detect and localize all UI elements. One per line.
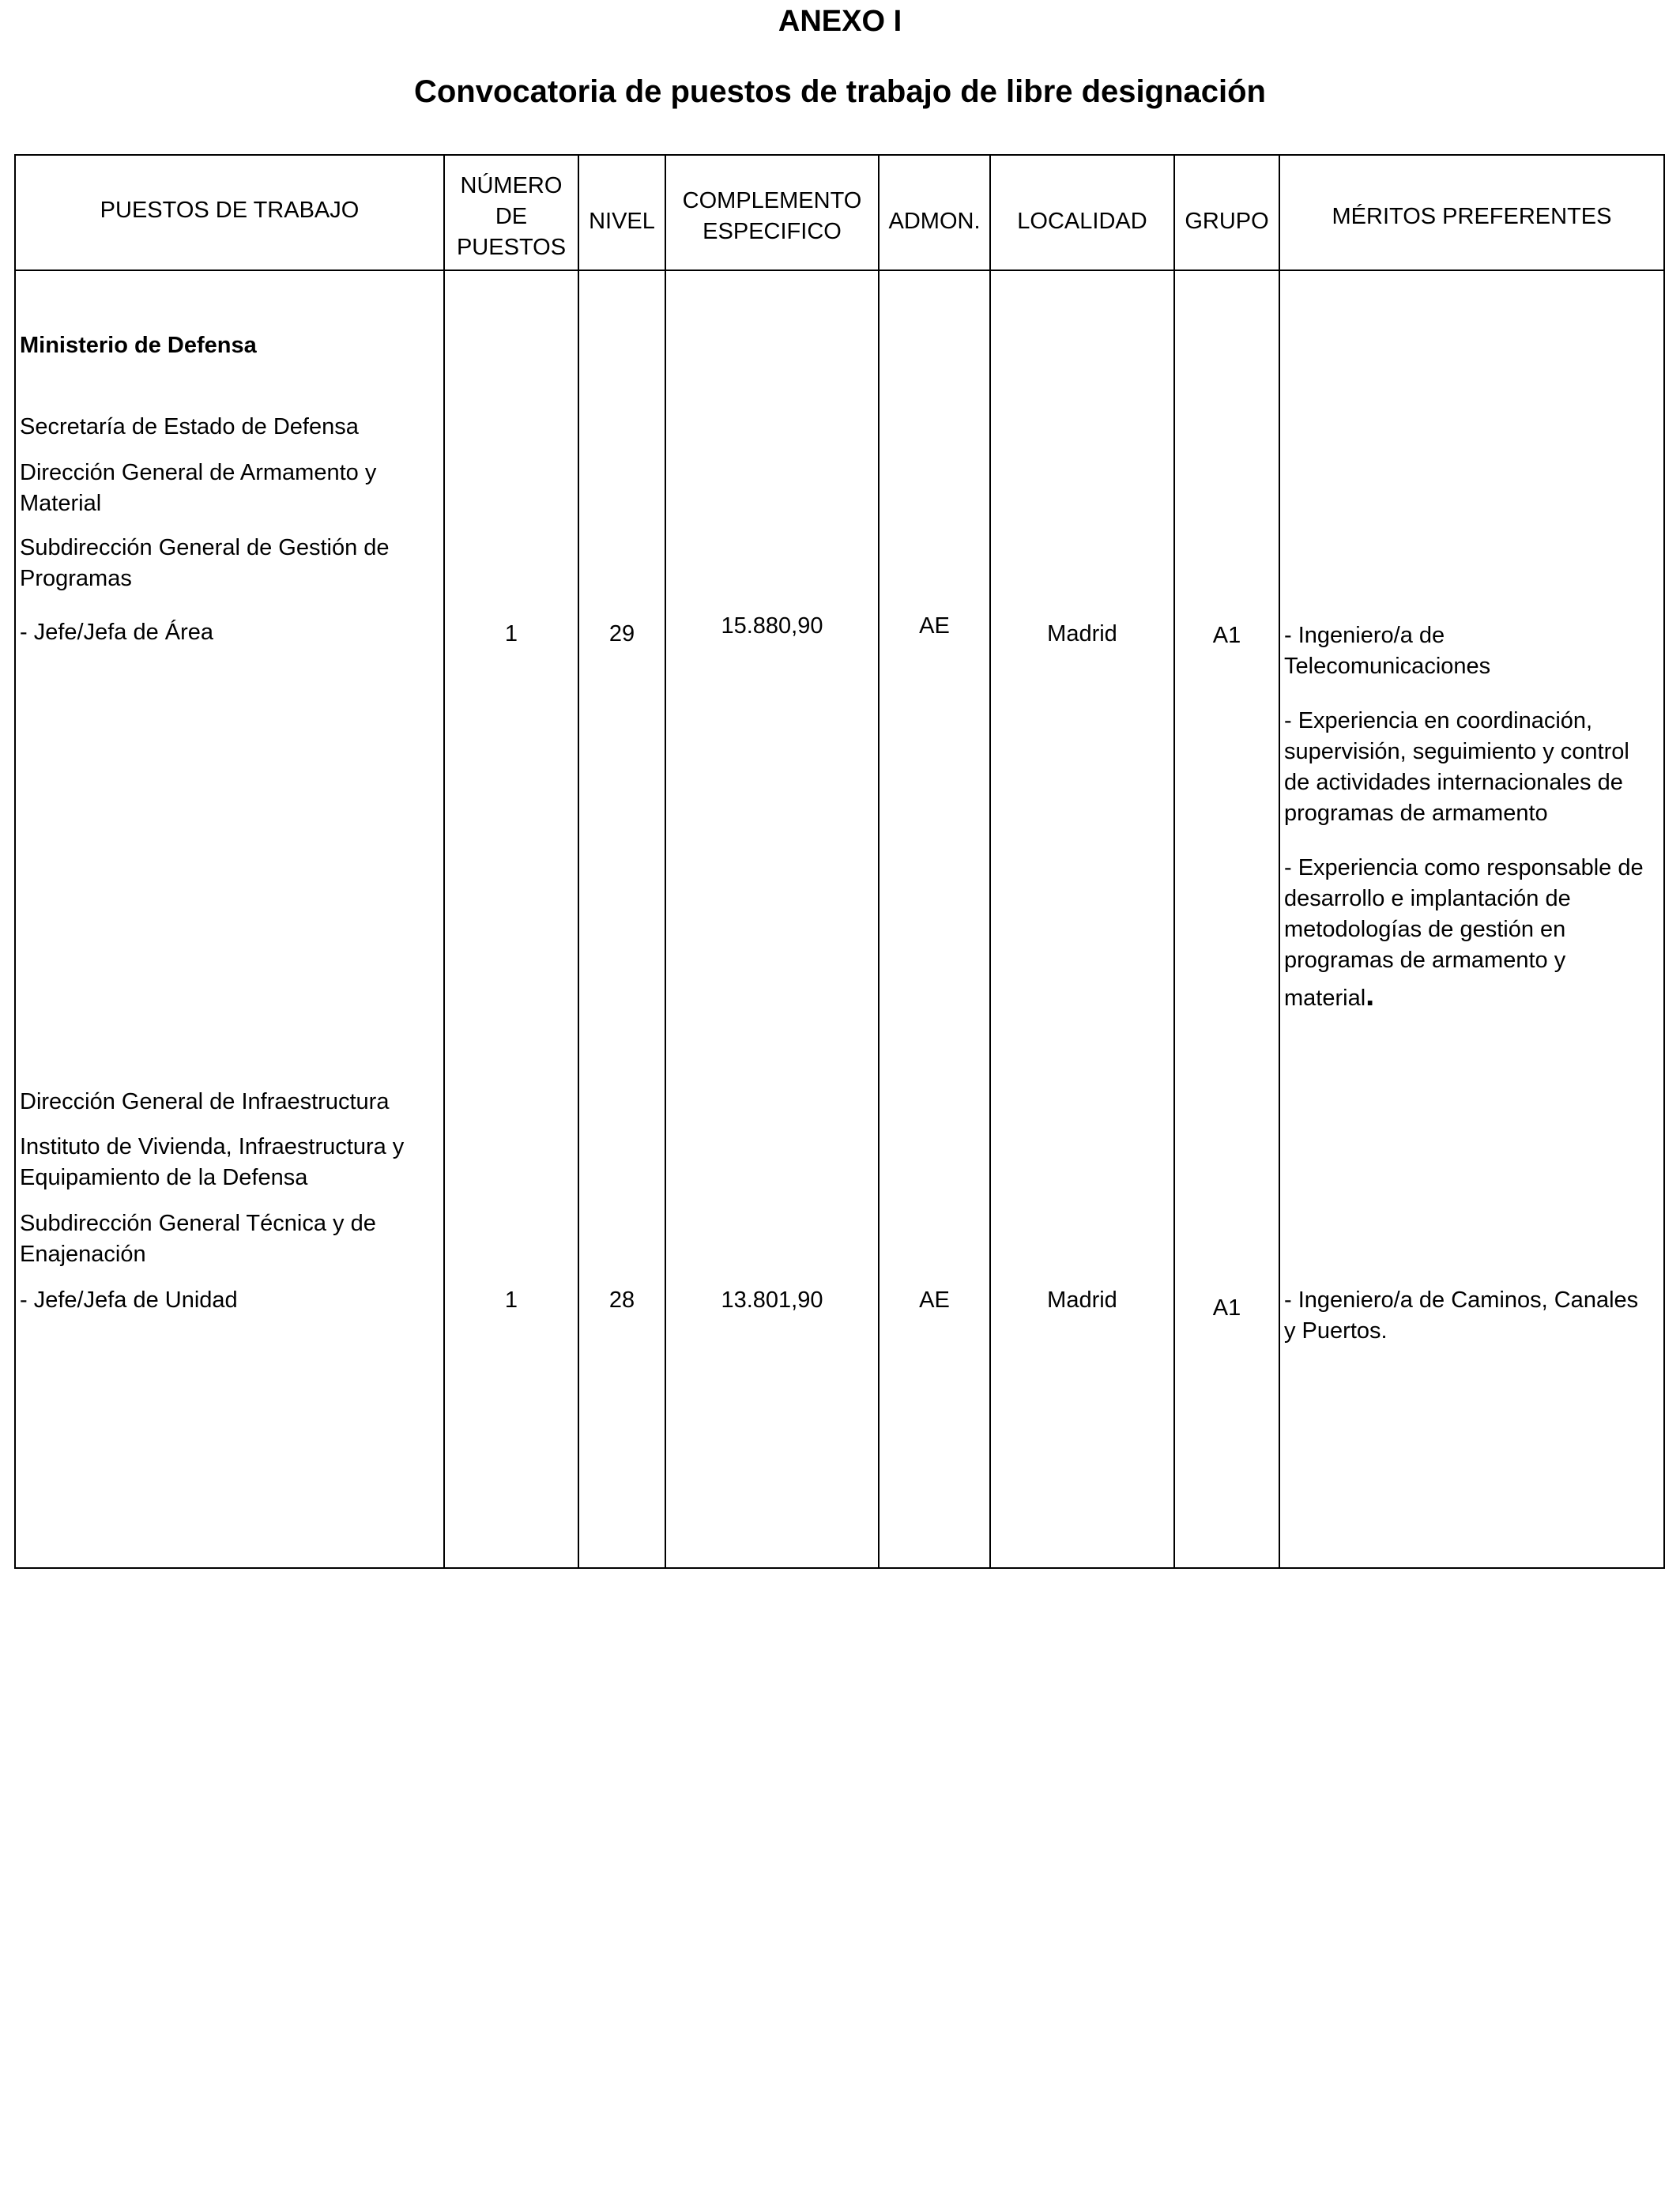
block2-grupo: A1	[1212, 1295, 1241, 1321]
block1-org-secretaria: Secretaría de Estado de Defensa	[20, 414, 359, 439]
block1-merit2-line2: supervisión, seguimiento y control	[1284, 739, 1629, 764]
header-complemento-line2: ESPECIFICO	[703, 219, 842, 244]
block1-org-subdireccion-line2: Programas	[20, 566, 132, 591]
block1-org-direccion-line1: Dirección General de Armamento y	[20, 460, 377, 485]
block1-merit3-line4: programas de armamento y	[1284, 948, 1566, 973]
block2-org-subdireccion-line1: Subdirección General Técnica y de	[20, 1211, 376, 1236]
ministry-name: Ministerio de Defensa	[20, 333, 257, 358]
block2-merit1-line2: y Puertos.	[1284, 1318, 1388, 1344]
block1-org-direccion-line2: Material	[20, 491, 102, 516]
block1-admon: AE	[919, 613, 950, 639]
block1-merit2-line4: programas de armamento	[1284, 801, 1548, 826]
block1-complemento: 15.880,90	[721, 613, 823, 639]
block2-post-title: - Jefe/Jefa de Unidad	[20, 1287, 238, 1313]
header-numero-line3: PUESTOS	[456, 235, 567, 260]
block1-merit3-period: .	[1365, 978, 1375, 1012]
block1-merit3-line5	[1284, 978, 1375, 1014]
block1-merit3-line3: metodologías de gestión en	[1284, 917, 1566, 942]
block1-merit1-line1: - Ingeniero/a de	[1284, 623, 1445, 648]
header-nivel: NIVEL	[589, 209, 655, 234]
block1-post-title: - Jefe/Jefa de Área	[20, 620, 214, 645]
block1-merit3-line1: - Experiencia como responsable de	[1284, 855, 1644, 880]
block2-org-instituto-line1: Instituto de Vivienda, Infraestructura y	[20, 1134, 405, 1159]
block1-nivel: 29	[608, 621, 635, 647]
block1-merit1-line2: Telecomunicaciones	[1284, 654, 1491, 679]
block2-nivel: 28	[608, 1287, 635, 1313]
block1-merit2-line3: de actividades internacionales de	[1284, 770, 1623, 795]
header-numero-line2: DE	[495, 204, 528, 229]
header-numero-line1: NÚMERO	[460, 173, 563, 198]
block2-admon: AE	[919, 1287, 950, 1313]
block1-merit2-line1: - Experiencia en coordinación,	[1284, 708, 1593, 733]
annex-title: ANEXO I	[778, 5, 902, 38]
block2-numero-puestos: 1	[504, 1287, 518, 1313]
header-grupo: GRUPO	[1185, 209, 1269, 234]
block2-org-direccion: Dirección General de Infraestructura	[20, 1089, 390, 1114]
header-meritos-preferentes: MÉRITOS PREFERENTES	[1332, 204, 1612, 229]
header-admon: ADMON.	[888, 209, 981, 234]
document-subtitle: Convocatoria de puestos de trabajo de libre designación	[413, 74, 1266, 109]
header-complemento-line1: COMPLEMENTO	[682, 188, 862, 213]
header-puestos-de-trabajo: PUESTOS DE TRABAJO	[100, 198, 360, 223]
block2-merit1-line1: - Ingeniero/a de Caminos, Canales	[1284, 1287, 1639, 1313]
block1-merit3-line2: desarrollo e implantación de	[1284, 886, 1571, 911]
header-localidad: LOCALIDAD	[1017, 209, 1147, 234]
block1-localidad: Madrid	[1047, 621, 1117, 647]
block1-grupo: A1	[1212, 623, 1241, 648]
block2-complemento: 13.801,90	[721, 1287, 823, 1313]
block2-localidad: Madrid	[1047, 1287, 1117, 1313]
block2-org-subdireccion-line2: Enajenación	[20, 1242, 146, 1267]
block1-numero-puestos: 1	[504, 621, 518, 647]
block1-org-subdireccion-line1: Subdirección General de Gestión de	[20, 535, 390, 560]
block1-merit3-line5-text: material	[1284, 986, 1366, 1011]
block2-org-instituto-line2: Equipamiento de la Defensa	[20, 1165, 308, 1190]
